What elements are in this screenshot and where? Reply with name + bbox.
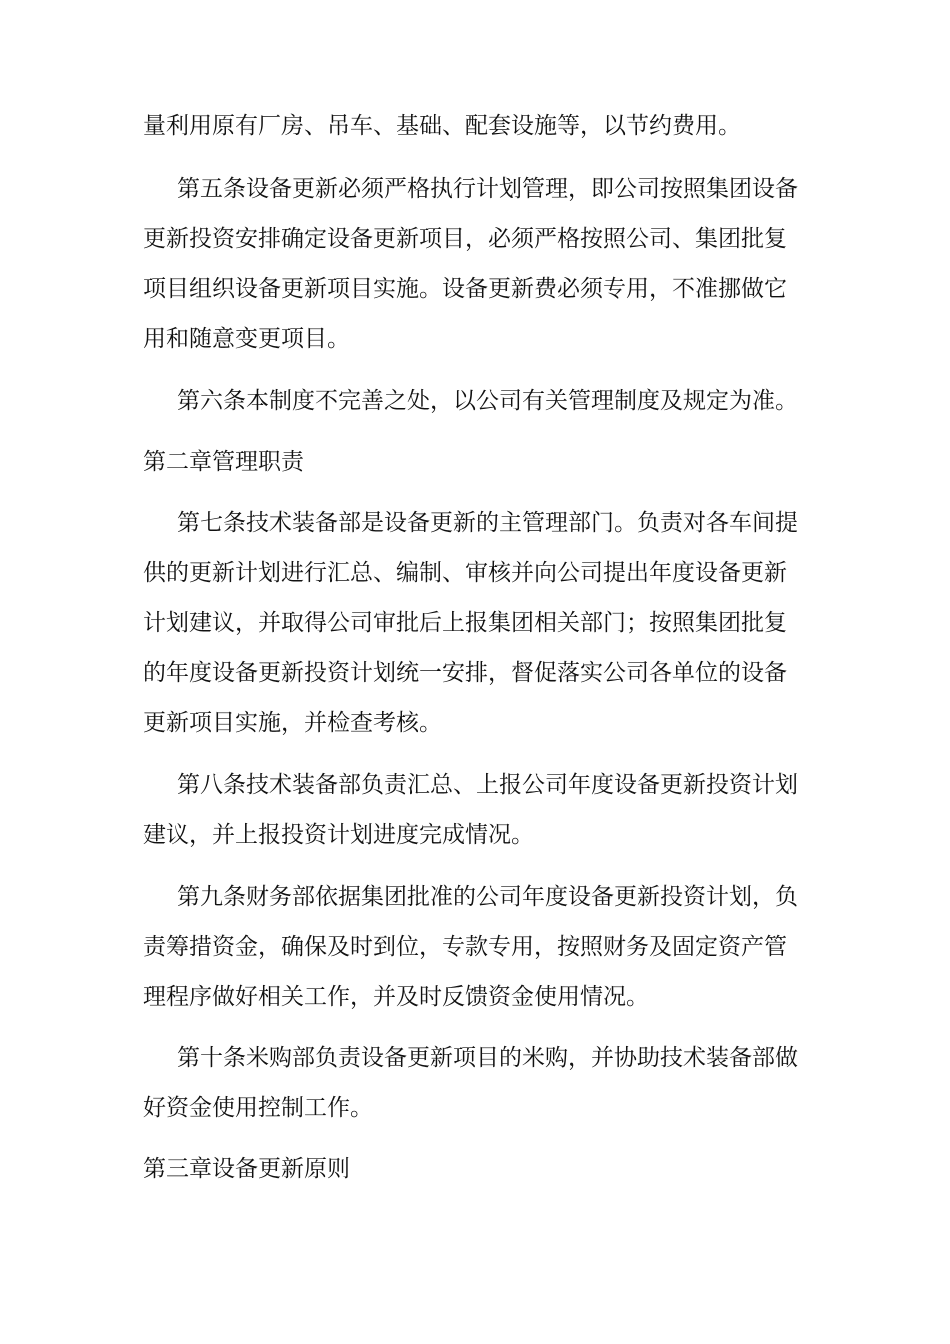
text-line: 量利用原有厂房、吊车、基础、配套设施等，以节约费用。 bbox=[143, 113, 741, 139]
text-line: 项目组织设备更新项目实施。设备更新费必须专用，不准挪做它 bbox=[143, 276, 787, 302]
chapter-title: 第三章设备更新原则 bbox=[143, 1156, 350, 1182]
text-line: 第六条本制度不完善之处，以公司有关管理制度及规定为准。 bbox=[177, 388, 798, 414]
article-9-paragraph bbox=[143, 872, 813, 1022]
text-line: 第九条财务部依据集团批准的公司年度设备更新投资计划，负 bbox=[177, 884, 798, 910]
article-10-paragraph bbox=[143, 1033, 813, 1133]
text-line: 更新投资安排确定设备更新项目，必须严格按照公司、集团批复 bbox=[143, 226, 787, 252]
text-line: 好资金使用控制工作。 bbox=[143, 1095, 373, 1121]
text-line: 更新项目实施，并检查考核。 bbox=[143, 710, 442, 736]
text-line: 建议，并上报投资计划进度完成情况。 bbox=[143, 822, 534, 848]
text-line: 责筹措资金，确保及时到位，专款专用，按照财务及固定资产管 bbox=[143, 934, 787, 960]
chapter-3-heading bbox=[143, 1144, 813, 1194]
article-6-paragraph bbox=[143, 376, 813, 426]
paragraph-continuation bbox=[143, 101, 813, 151]
text-line: 理程序做好相关工作，并及时反馈资金使用情况。 bbox=[143, 984, 649, 1010]
chapter-2-heading bbox=[143, 437, 813, 487]
text-line: 第八条技术装备部负责汇总、上报公司年度设备更新投资计划 bbox=[177, 772, 798, 798]
text-line: 第十条米购部负责设备更新项目的米购，并协助技术装备部做 bbox=[177, 1045, 798, 1071]
text-line: 第七条技术装备部是设备更新的主管理部门。负责对各车间提 bbox=[177, 510, 798, 536]
text-line: 第五条设备更新必须严格执行计划管理，即公司按照集团设备 bbox=[177, 176, 798, 202]
text-line: 的年度设备更新投资计划统一安排，督促落实公司各单位的设备 bbox=[143, 660, 787, 686]
text-line: 计划建议，并取得公司审批后上报集团相关部门；按照集团批复 bbox=[143, 610, 787, 636]
article-8-paragraph bbox=[143, 760, 813, 860]
chapter-title: 第二章管理职责 bbox=[143, 449, 304, 475]
article-5-paragraph bbox=[143, 164, 813, 364]
text-line: 供的更新计划进行汇总、编制、审核并向公司提出年度设备更新 bbox=[143, 560, 787, 586]
text-line: 用和随意变更项目。 bbox=[143, 326, 350, 352]
article-7-paragraph bbox=[143, 498, 813, 748]
